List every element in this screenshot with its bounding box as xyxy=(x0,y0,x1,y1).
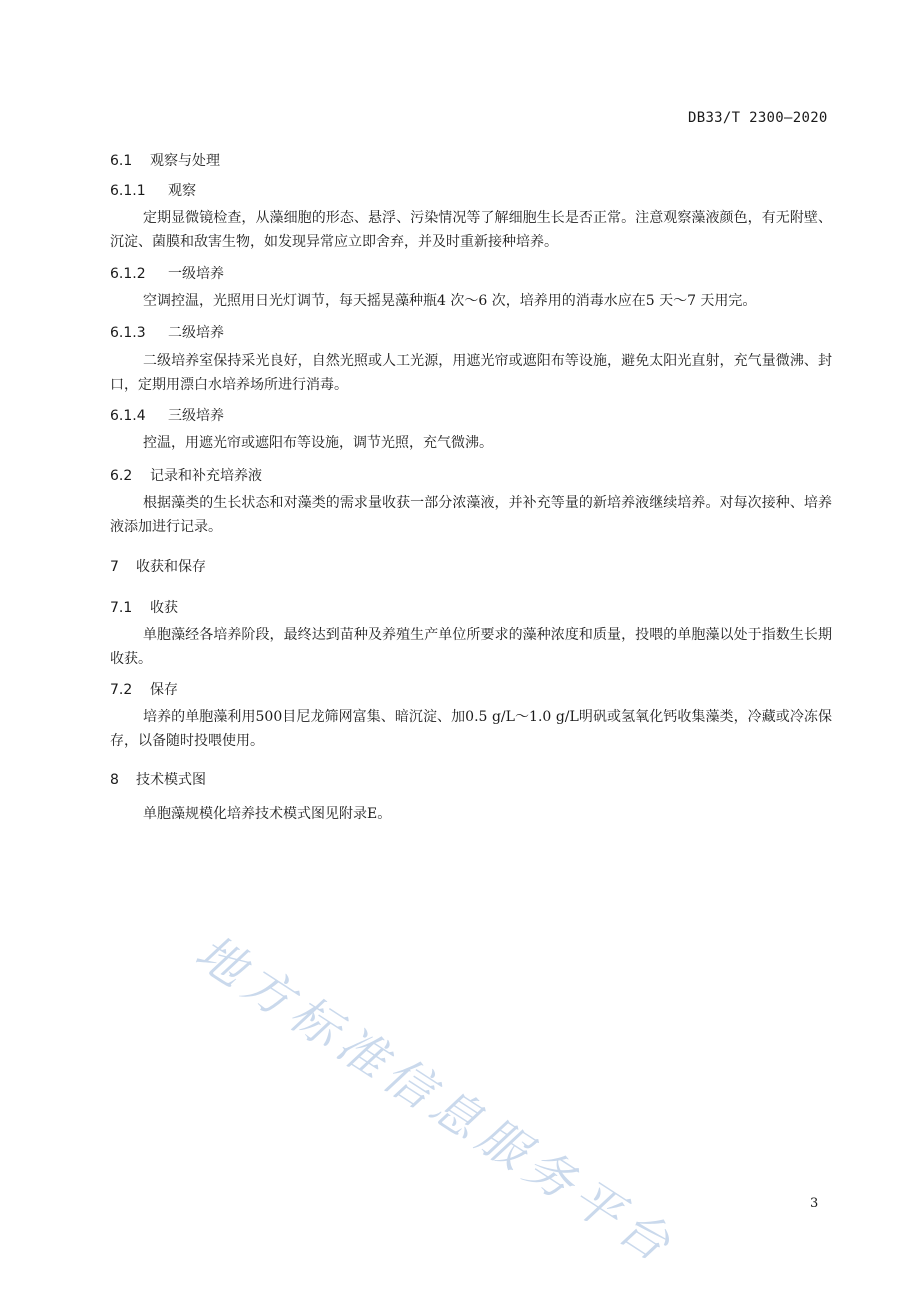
watermark: 地方标准信息服务平台 xyxy=(185,924,686,1277)
heading-title: 观察 xyxy=(168,183,196,199)
paragraph-6-2: 根据藻类的生长状态和对藻类的需求量收获一部分浓藻液，并补充等量的新培养液继续培养。对每次接种、培养液添加进行记录。 xyxy=(110,495,832,535)
heading-number: 7 xyxy=(110,559,119,575)
heading-number: 6.1.2 xyxy=(110,266,146,282)
heading-number: 6.1 xyxy=(110,153,133,169)
heading-number: 6.1.3 xyxy=(110,325,146,341)
paragraph-6-1-4: 控温，用遮光帘或遮阳布等设施，调节光照，充气微沸。 xyxy=(143,435,493,451)
paragraph-8: 单胞藻规模化培养技术模式图见附录E。 xyxy=(143,806,392,822)
paragraph-6-1-1: 定期显微镜检查，从藻细胞的形态、悬浮、污染情况等了解细胞生长是否正常。注意观察藻液颜色，有无附壁、沉淀、菌膜和敌害生物，如发现异常应立即舍弃，并及时重新接种培养。 xyxy=(110,210,832,250)
heading-number: 6.1.4 xyxy=(110,408,146,424)
heading-6-1-4 xyxy=(110,405,224,425)
heading-title: 保存 xyxy=(150,682,178,698)
heading-number: 7.1 xyxy=(110,600,133,616)
heading-title: 一级培养 xyxy=(168,266,224,282)
heading-title: 二级培养 xyxy=(168,325,224,341)
heading-6-1-2 xyxy=(110,263,224,283)
standard-code: DB33/T 2300—2020 xyxy=(688,110,828,126)
paragraph-7-2: 培养的单胞藻利用500目尼龙筛网富集、暗沉淀、加0.5 g/L～1.0 g/L明矾或氢氧化钙收集藻类，冷藏或冷冻保存，以备随时投喂使用。 xyxy=(110,709,832,749)
heading-number: 8 xyxy=(110,772,119,788)
heading-number: 6.1.1 xyxy=(110,183,146,199)
heading-7 xyxy=(110,556,206,576)
heading-7-1 xyxy=(110,597,178,617)
heading-title: 记录和补充培养液 xyxy=(150,468,262,484)
heading-title: 观察与处理 xyxy=(150,153,220,169)
heading-number: 6.2 xyxy=(110,468,133,484)
page-number: 3 xyxy=(810,1196,819,1211)
heading-6-2 xyxy=(110,465,262,485)
paragraph-6-1-2: 空调控温，光照用日光灯调节，每天摇晃藻种瓶4 次～6 次，培养用的消毒水应在5 天～7 天用完。 xyxy=(143,293,757,309)
heading-title: 三级培养 xyxy=(168,408,224,424)
heading-8 xyxy=(110,769,206,789)
paragraph-7-1: 单胞藻经各培养阶段，最终达到苗种及养殖生产单位所要求的藻种浓度和质量，投喂的单胞藻以处于指数生长期收获。 xyxy=(110,627,832,667)
paragraph-6-1-3: 二级培养室保持采光良好，自然光照或人工光源，用遮光帘或遮阳布等设施，避免太阳光直射，充气量微沸、封口，定期用漂白水培养场所进行消毒。 xyxy=(110,353,832,393)
heading-title: 技术模式图 xyxy=(136,772,206,788)
heading-7-2 xyxy=(110,679,178,699)
heading-6-1-1 xyxy=(110,180,196,200)
heading-6-1 xyxy=(110,150,220,170)
heading-6-1-3 xyxy=(110,322,224,342)
heading-title: 收获和保存 xyxy=(136,559,206,575)
heading-number: 7.2 xyxy=(110,682,133,698)
heading-title: 收获 xyxy=(150,600,178,616)
